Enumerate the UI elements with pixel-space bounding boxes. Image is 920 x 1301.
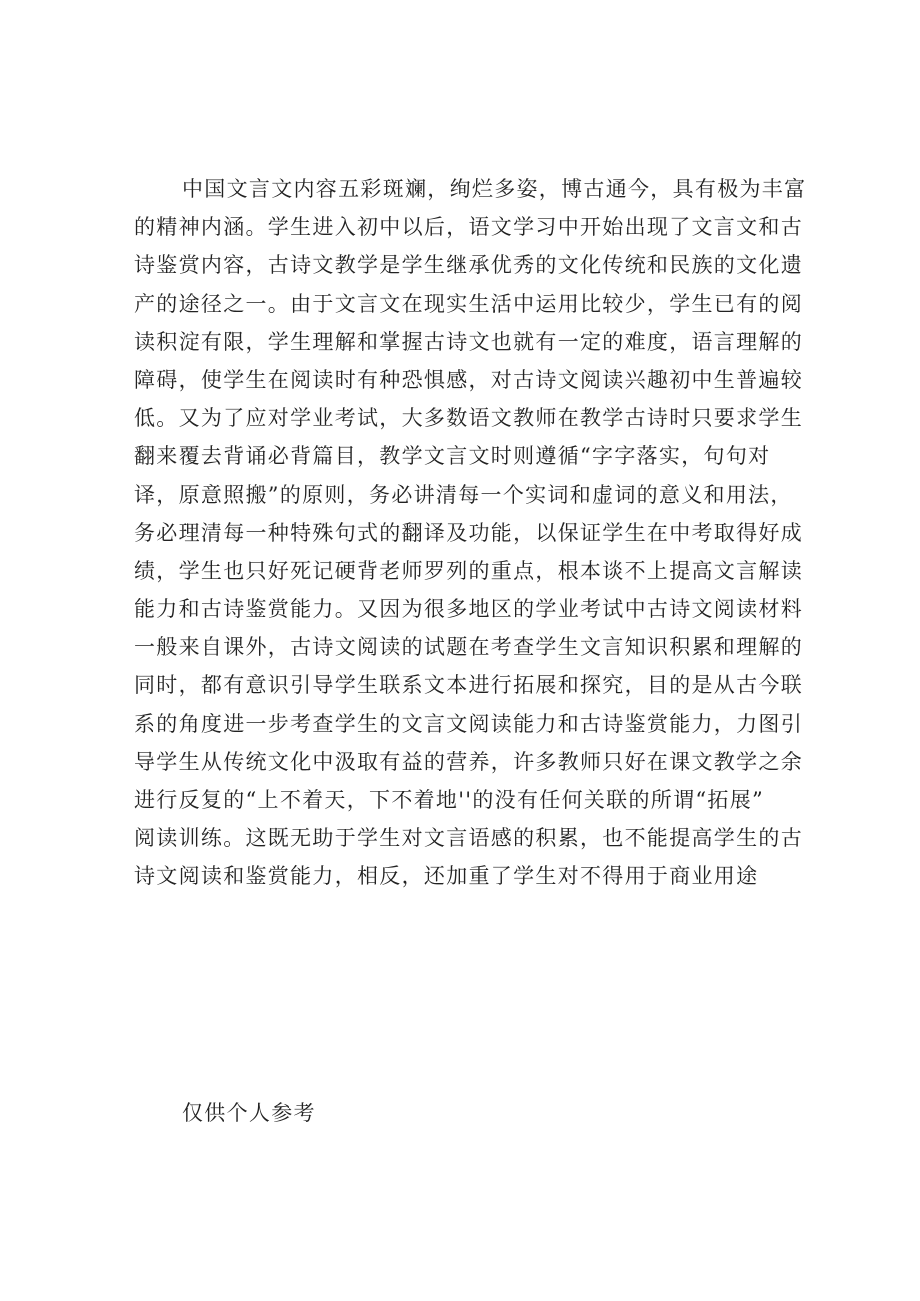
footer-note: 仅供个人参考 [182, 1101, 316, 1125]
paragraph-line-10: 务必理清每一种特殊句式的翻译及功能，以保证学生在中考取得好成 [134, 520, 803, 545]
paragraph-line-4: 产的途径之一。由于文言文在现实生活中运用比较少，学生已有的阅 [134, 291, 803, 316]
paragraph-line-5: 读积淀有限，学生理解和掌握古诗文也就有一定的难度，语言理解的 [134, 329, 803, 354]
body-paragraph [134, 170, 807, 896]
paragraph-line-8: 翻来覆去背诵必背篇目，教学文言文时则遵循“字字落实，句句对 [134, 444, 771, 469]
paragraph-line-9: 译，原意照搬”的原则，务必讲清每一个实词和虚词的意义和用法， [134, 482, 793, 507]
paragraph-line-1: 中国文言文内容五彩斑斓，绚烂多姿，博古通今，具有极为丰富 [182, 177, 807, 201]
paragraph-line-2: 的精神内涵。学生进入初中以后，语文学习中开始出现了文言文和古 [134, 215, 803, 240]
paragraph-line-15: 系的角度进一步考查学生的文言文阅读能力和古诗鉴赏能力，力图引 [134, 711, 803, 736]
paragraph-line-3: 诗鉴赏内容，古诗文教学是学生继承优秀的文化传统和民族的文化遗 [134, 253, 803, 278]
paragraph-line-11: 绩，学生也只好死记硬背老师罗列的重点，根本谈不上提高文言解读 [134, 558, 803, 583]
paragraph-line-16: 导学生从传统文化中汲取有益的营养，许多教师只好在课文教学之余 [134, 749, 803, 774]
paragraph-line-13: 一般来自课外，古诗文阅读的试题在考查学生文言知识积累和理解的 [134, 635, 803, 660]
paragraph-line-12: 能力和古诗鉴赏能力。又因为很多地区的学业考试中古诗文阅读材料 [134, 597, 803, 622]
paragraph-line-18: 阅读训练。这既无助于学生对文言语感的积累，也不能提高学生的古 [134, 826, 803, 851]
paragraph-line-17: 进行反复的“上不着天，下不着地''的没有任何关联的所谓“拓展” [134, 788, 765, 812]
paragraph-line-7: 低。又为了应对学业考试，大多数语文教师在教学古诗时只要求学生 [134, 406, 803, 431]
paragraph-line-14: 同时，都有意识引导学生联系文本进行拓展和探究，目的是从古今联 [134, 673, 803, 698]
paragraph-line-19: 诗文阅读和鉴赏能力，相反，还加重了学生对不得用于商业用途 [134, 864, 759, 889]
paragraph-line-6: 障碍，使学生在阅读时有种恐惧感，对古诗文阅读兴趣初中生普遍较 [134, 367, 803, 392]
